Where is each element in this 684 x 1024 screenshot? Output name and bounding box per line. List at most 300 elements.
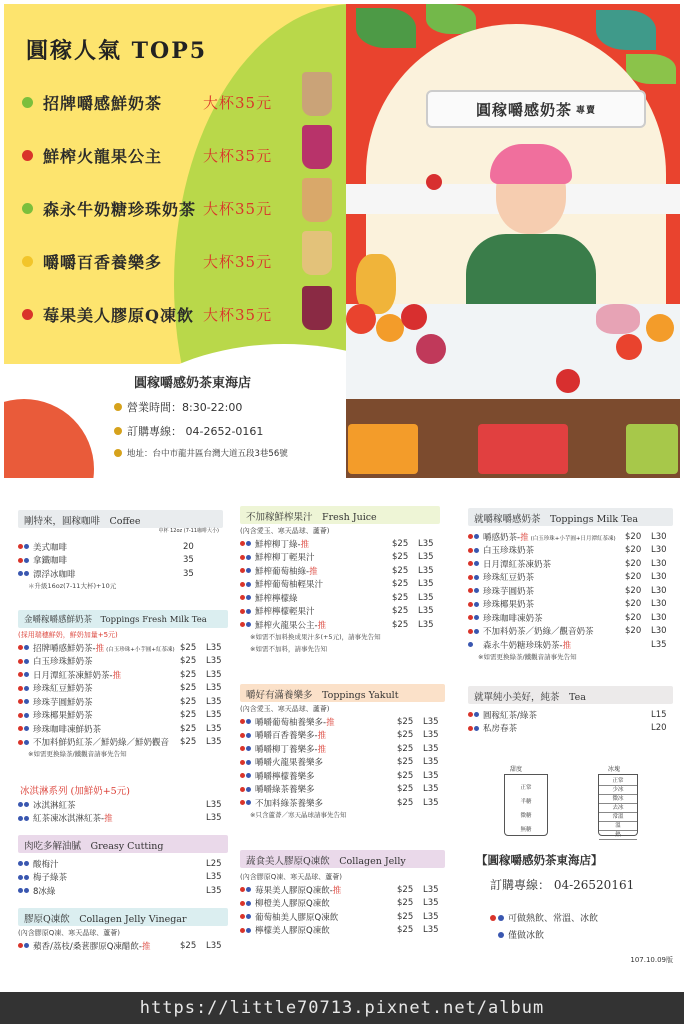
shop-sign-text: 圓稼嚼感奶茶: [475, 100, 572, 119]
item-price: 35: [183, 555, 194, 566]
leaf-icon: [596, 10, 656, 50]
ice-cup: [598, 774, 638, 836]
shop-illustration: [346, 4, 680, 478]
milk-tea-item[interactable]: [468, 625, 673, 639]
collagen-item[interactable]: [240, 883, 445, 897]
item-large-price: L30: [651, 572, 667, 583]
item-price: 20: [183, 541, 194, 552]
collagen-section: [240, 850, 445, 937]
hot-cold-dot-icon: [468, 712, 473, 717]
fresh-juice-note-1: ※如需不加料換成果汁多(+5元)，請事先告知: [250, 632, 381, 641]
cold-dot-icon: [474, 615, 479, 620]
item-large-price: L35: [206, 669, 222, 680]
top5-item[interactable]: [22, 182, 342, 235]
lime-crate: [626, 424, 678, 474]
ice-levels: [599, 775, 637, 840]
item-name-text: 珍珠芋圓鮮奶茶: [33, 697, 93, 708]
item-small-price: $25: [180, 669, 197, 680]
item-large-price: L35: [423, 898, 439, 909]
coffee-item[interactable]: [18, 554, 223, 568]
item-name: [252, 716, 397, 728]
item-name: [480, 722, 651, 734]
dot-group: [18, 726, 30, 731]
coffee-list: [18, 540, 223, 581]
hot-cold-dot-icon: [18, 659, 23, 664]
top5-item-name: 嚼嚼百香養樂多: [43, 253, 163, 272]
collagen-item[interactable]: [240, 910, 445, 924]
hot-cold-dot-icon: [240, 773, 245, 778]
item-small-price: $25: [180, 656, 197, 667]
top5-title: 圓稼人氣 TOP5: [26, 38, 208, 64]
hot-cold-dot-icon: [240, 622, 245, 627]
cold-dot-icon: [246, 787, 251, 792]
item-name-text: 珍珠椰果奶茶: [483, 600, 535, 611]
item-large-price: L35: [651, 639, 667, 650]
item-name: [30, 940, 180, 952]
fresh-milk-header: 金嚼稼嚼感鮮奶茶 Toppings Fresh Milk Tea: [18, 610, 228, 628]
hot-cold-dot-icon: [240, 901, 245, 906]
item-name: [30, 723, 180, 735]
cold-dot-icon: [24, 659, 29, 664]
phone-text: 訂購專線： 04-2652-0161: [127, 425, 264, 438]
item-small-price: $25: [397, 797, 414, 808]
ice-level: 少冰: [599, 786, 637, 795]
item-small-price: $25: [392, 579, 409, 590]
milk-tea-item[interactable]: [468, 544, 673, 558]
ice-level: 溫: [599, 822, 637, 831]
recommend-tag: 推: [520, 532, 529, 543]
jelly-vinegar-item[interactable]: [18, 939, 228, 953]
item-name-text: 蘋香/荔枝/桑葚膠原Q凍醋飲-: [33, 941, 142, 952]
dot-group: [240, 760, 252, 765]
ice-label: 冰塊: [608, 766, 621, 773]
item-large-price: L35: [418, 538, 434, 549]
collagen-item[interactable]: [240, 924, 445, 938]
collagen-header: 蔬食美人膠原Q凍飲 Collagen Jelly: [240, 850, 445, 868]
leaf-icon: [626, 54, 676, 84]
item-name: [480, 612, 625, 624]
item-large-price: L35: [206, 940, 222, 951]
top5-item[interactable]: [22, 76, 342, 129]
item-small-price: $25: [392, 619, 409, 630]
top5-item-name: 鮮榨火龍果公主: [43, 147, 163, 166]
fresh-juice-section: [240, 506, 440, 656]
item-name-text: 8冰綠: [33, 886, 56, 897]
cold-dot-icon: [474, 534, 479, 539]
ice-level: 微冰: [599, 795, 637, 804]
milk-tea-header: 就嚼稼嚼感奶茶 Toppings Milk Tea: [468, 508, 673, 526]
fresh-milk-item[interactable]: [18, 641, 228, 655]
item-name: [480, 531, 625, 543]
yakult-item[interactable]: [240, 729, 445, 743]
fresh-juice-item[interactable]: [240, 591, 440, 605]
item-name-text: 嚼嚼檸檬養樂多: [255, 771, 315, 782]
item-large-price: L35: [206, 710, 222, 721]
item-name-text: 鮮榨葡萄柚輕果汁: [255, 580, 324, 591]
ice-cream-item[interactable]: [18, 812, 228, 826]
fresh-juice-item[interactable]: [240, 537, 440, 551]
cold-dot-icon: [24, 571, 29, 576]
hot-cold-dot-icon: [468, 575, 473, 580]
teapot-icon: [596, 304, 640, 334]
coffee-note: ＊升級16oz(7-11大杯)+10元: [28, 581, 117, 590]
item-name-text: 冰淇淋紅茶: [33, 800, 76, 811]
apple-icon: [401, 304, 427, 330]
cold-dot-icon: [246, 887, 251, 892]
fresh-juice-item[interactable]: [240, 605, 440, 619]
item-name: [480, 639, 625, 651]
item-large-price: L35: [206, 872, 222, 883]
item-name-text: 嚼嚼葡萄柚養樂多-: [255, 717, 327, 728]
item-name-text: 私房春茶: [483, 724, 518, 735]
hot-cold-dot-icon: [18, 672, 23, 677]
bullet-dot-icon: [22, 256, 33, 267]
item-small-price: $25: [180, 710, 197, 721]
bullet-dot-icon: [22, 150, 33, 161]
item-name-text: 森永牛奶糖珍珠奶茶-: [483, 640, 563, 651]
yakult-item[interactable]: [240, 769, 445, 783]
ice-cream-item[interactable]: [18, 798, 228, 812]
cold-dot-icon: [246, 901, 251, 906]
fresh-milk-item[interactable]: [18, 709, 228, 723]
item-name-text: 嚼嚼百香養樂多-: [255, 731, 318, 742]
item-name-text: 日月潭紅茶凍鮮奶茶-: [33, 670, 113, 681]
item-large-price: L35: [423, 730, 439, 741]
item-name: [30, 885, 206, 897]
dot-group: [18, 816, 30, 821]
item-large-price: L35: [418, 606, 434, 617]
item-name: [30, 871, 206, 883]
item-name-text: 檸檬美人膠原Q凍飲: [255, 926, 330, 937]
cold-dot-icon: [474, 588, 479, 593]
item-large-price: L30: [651, 585, 667, 596]
red-decor-circle: [4, 399, 94, 478]
yakult-item[interactable]: [240, 715, 445, 729]
item-name-text: 招牌嚼感鮮奶茶-: [33, 643, 96, 654]
phone-line: [114, 423, 344, 439]
blue-dot-icon: [498, 915, 504, 921]
fresh-milk-item[interactable]: [18, 722, 228, 736]
hot-cold-dot-icon: [240, 800, 245, 805]
hot-cold-dot-icon: [18, 645, 23, 650]
hot-cold-dot-icon: [240, 787, 245, 792]
item-name-text: 嚼感奶茶-: [483, 532, 521, 543]
top5-item[interactable]: [22, 288, 342, 341]
fresh-milk-note: ※如需更換綠茶/鐵觀音請事先告知: [28, 750, 127, 758]
dot-group: [18, 544, 30, 549]
dot-group: [468, 629, 480, 634]
url-bar[interactable]: https://little70713.pixnet.net/album: [0, 992, 684, 1024]
ice-level: 去冰: [599, 804, 637, 813]
cold-dot-icon: [24, 802, 29, 807]
fresh-juice-item[interactable]: [240, 618, 440, 632]
item-small-price: $20: [625, 585, 642, 596]
item-name-text: 鮮榨火龍果公主-: [255, 620, 318, 631]
cold-dot-icon: [474, 561, 479, 566]
cold-dot-icon: [246, 622, 251, 627]
item-small-price: $25: [180, 642, 197, 653]
dot-group: [18, 802, 30, 807]
shop-sign-small: 專賣: [576, 105, 597, 116]
collagen-list: [240, 883, 445, 937]
item-name-text: 不加料奶茶／奶綠／觀音奶茶: [483, 627, 594, 638]
hot-cold-dot-icon: [240, 887, 245, 892]
dot-group: [240, 622, 252, 627]
item-name: [30, 709, 180, 721]
item-small-price: $25: [180, 723, 197, 734]
hot-cold-dot-icon: [18, 861, 23, 866]
dot-group: [468, 712, 480, 717]
fresh-juice-item[interactable]: [240, 551, 440, 565]
milk-tea-item[interactable]: [468, 611, 673, 625]
top5-item[interactable]: [22, 235, 342, 288]
cold-dot-icon: [474, 629, 479, 634]
yakult-item[interactable]: [240, 783, 445, 797]
dot-group: [468, 615, 480, 620]
item-large-price: L30: [651, 626, 667, 637]
cold-dot-icon: [246, 773, 251, 778]
hot-cold-dot-icon: [240, 541, 245, 546]
cold-dot-icon: [246, 914, 251, 919]
hot-cold-dot-icon: [18, 571, 23, 576]
hot-cold-dot-icon: [468, 615, 473, 620]
sweetness-level: 正常: [520, 785, 532, 791]
item-name: [252, 770, 397, 782]
sweetness-level: 半糖: [520, 799, 532, 805]
tea-section: [468, 686, 673, 735]
bullet-dot-icon: [22, 309, 33, 320]
cold-dot-icon: [246, 609, 251, 614]
item-name: [480, 709, 651, 721]
yakult-item[interactable]: [240, 756, 445, 770]
milk-tea-item[interactable]: [468, 584, 673, 598]
cold-dot-icon: [474, 548, 479, 553]
legend-2-text: 僅做冰飲: [508, 931, 545, 941]
item-large-price: L35: [206, 642, 222, 653]
yakult-item[interactable]: [240, 796, 445, 810]
hot-cold-dot-icon: [240, 609, 245, 614]
ice-cream-header: 冰淇淋系列 (加鮮奶+5元): [20, 786, 130, 797]
hot-cold-dot-icon: [240, 746, 245, 751]
hot-cold-dot-icon: [18, 943, 23, 948]
item-name: [30, 541, 183, 553]
milk-tea-item[interactable]: [468, 557, 673, 571]
ice-cream-list: [18, 798, 228, 825]
dot-group: [18, 672, 30, 677]
item-name-text: 莓果美人膠原Q凍飲-: [255, 885, 333, 896]
item-large-price: L30: [651, 612, 667, 623]
fresh-milk-item[interactable]: [18, 668, 228, 682]
dot-group: [468, 726, 480, 731]
top5-item-name: 招牌嚼感鮮奶茶: [43, 94, 163, 113]
item-small-price: $25: [397, 757, 414, 768]
item-name: [30, 669, 180, 681]
item-name-text: 鮮榨柳丁輕果汁: [255, 553, 315, 564]
item-small-price: $25: [397, 884, 414, 895]
sweetness-ice-chart: [468, 758, 673, 838]
orange-crate: [348, 424, 418, 474]
item-large-price: L35: [423, 797, 439, 808]
item-name-text: 鮮榨柳丁綠-: [255, 539, 301, 550]
hot-cold-dot-icon: [18, 699, 23, 704]
item-small-price: $25: [180, 940, 197, 951]
item-name: [30, 799, 206, 811]
dot-group: [240, 595, 252, 600]
item-small-price: $25: [180, 737, 197, 748]
item-name-text: 酸梅汁: [33, 859, 59, 870]
item-name: [30, 858, 206, 870]
sweetness-levels: [505, 775, 547, 837]
item-large-price: L15: [651, 709, 667, 720]
hot-cold-dot-icon: [468, 561, 473, 566]
hot-cold-dot-icon: [468, 548, 473, 553]
fresh-milk-sub: (採用瑞穗鮮奶，鮮奶加量+5元): [18, 631, 118, 639]
drink-cup-icon: [302, 125, 332, 169]
recommend-tag: 推: [112, 670, 122, 681]
hot-cold-dot-icon: [468, 629, 473, 634]
item-name-text: 柳橙美人膠原Q凍飲: [255, 899, 330, 910]
item-large-price: L35: [418, 592, 434, 603]
item-small-price: $20: [625, 572, 642, 583]
milk-tea-item[interactable]: [468, 638, 673, 652]
dot-group: [468, 602, 480, 607]
fresh-milk-item[interactable]: [18, 736, 228, 750]
tea-item[interactable]: [468, 722, 673, 736]
item-large-price: L30: [651, 545, 667, 556]
menu-section: [0, 490, 684, 990]
item-small-price: $25: [392, 606, 409, 617]
collagen-item[interactable]: [240, 897, 445, 911]
hot-cold-dot-icon: [18, 726, 23, 731]
item-name-text: 日月潭紅茶凍奶茶: [483, 559, 552, 570]
cold-dot-icon: [246, 555, 251, 560]
cold-dot-icon: [474, 712, 479, 717]
item-name: [252, 756, 397, 768]
apple-crate: [478, 424, 568, 474]
fresh-milk-item[interactable]: [18, 682, 228, 696]
cold-dot-icon: [474, 726, 479, 731]
greasy-item[interactable]: [18, 871, 228, 885]
hot-cold-dot-icon: [18, 802, 23, 807]
recommend-tag: 推: [317, 744, 327, 755]
cold-dot-icon: [246, 582, 251, 587]
cold-dot-icon: [246, 928, 251, 933]
fresh-juice-item[interactable]: [240, 578, 440, 592]
item-name: [30, 568, 183, 580]
milk-tea-item[interactable]: [468, 598, 673, 612]
fresh-juice-item[interactable]: [240, 564, 440, 578]
hot-cold-dot-icon: [240, 914, 245, 919]
fresh-milk-item[interactable]: [18, 695, 228, 709]
greasy-item[interactable]: [18, 857, 228, 871]
recommend-tag: 推: [309, 566, 318, 577]
top5-item-price: 大杯35元: [203, 147, 273, 165]
dot-group: [240, 800, 252, 805]
item-name-text: 嚼嚼柳丁養樂多-: [255, 744, 318, 755]
tea-item[interactable]: [468, 708, 673, 722]
top5-panel: [4, 4, 346, 478]
cold-dot-icon: [24, 558, 29, 563]
fresh-milk-list: [18, 641, 228, 749]
blue-dot-icon: [498, 932, 504, 938]
dot-group: [240, 887, 252, 892]
item-large-price: L25: [206, 858, 222, 869]
recommend-tag: 推: [317, 620, 327, 631]
dot-group: [240, 568, 252, 573]
hot-cold-dot-icon: [240, 928, 245, 933]
address-text: 地址：台中市龍井區台灣大道五段3巷56號: [127, 449, 288, 459]
hot-cold-dot-icon: [18, 875, 23, 880]
hot-cold-dot-icon: [240, 555, 245, 560]
version-label: 107.10.09版: [630, 956, 673, 964]
hot-cold-dot-icon: [18, 544, 23, 549]
greasy-item[interactable]: [18, 884, 228, 898]
footer-phone: 訂購專線： 04-26520161: [490, 878, 635, 892]
item-name: [30, 655, 180, 667]
dot-group: [18, 875, 30, 880]
top5-list: [22, 76, 342, 341]
item-name-text: 拿鐵咖啡: [33, 556, 68, 567]
fresh-juice-note-2: ※如需不加料，請事先告知: [250, 644, 327, 653]
item-name: [252, 578, 392, 590]
item-large-price: L35: [423, 757, 439, 768]
tea-list: [468, 708, 673, 735]
legend-cold-only: [468, 928, 673, 941]
footer-info: [468, 852, 673, 965]
item-name-text: 鮮榨檸檬綠: [255, 593, 298, 604]
cold-dot-icon: [24, 816, 29, 821]
item-name-text: 鮮榨檸檬輕果汁: [255, 607, 315, 618]
milk-tea-item[interactable]: [468, 571, 673, 585]
fresh-milk-item[interactable]: [18, 655, 228, 669]
item-name: [30, 736, 180, 748]
legend-1-text: 可做熱飲、常溫、冰飲: [508, 914, 599, 924]
item-large-price: L35: [206, 885, 222, 896]
coffee-item[interactable]: [18, 567, 223, 581]
hot-cold-dot-icon: [468, 726, 473, 731]
cold-dot-icon: [24, 861, 29, 866]
milk-tea-list: [468, 530, 673, 652]
item-small-price: $25: [397, 784, 414, 795]
item-name: [252, 592, 392, 604]
item-large-price: L35: [423, 770, 439, 781]
coffee-item[interactable]: [18, 540, 223, 554]
hot-cold-dot-icon: [18, 686, 23, 691]
item-small-price: $25: [392, 565, 409, 576]
item-small-price: $25: [392, 538, 409, 549]
milk-tea-note: ※如需更換綠茶/鐵觀音請事先告知: [478, 652, 577, 661]
recommend-tag: 推: [300, 539, 310, 550]
drink-cup-icon: [302, 72, 332, 116]
top5-item[interactable]: [22, 129, 342, 182]
dot-group: [18, 861, 30, 866]
item-extra: (白玉珍珠+小芋圓+日月潭紅茶凍): [530, 535, 616, 542]
jelly-vinegar-sub: (內含膠原Q凍、寒天晶球、蘆薈): [18, 929, 120, 937]
item-small-price: $25: [180, 683, 197, 694]
fresh-juice-list: [240, 537, 440, 632]
item-name-text: 梅子綠茶: [33, 873, 68, 884]
yakult-item[interactable]: [240, 742, 445, 756]
milk-tea-item[interactable]: [468, 530, 673, 544]
greasy-section: [18, 835, 228, 898]
dot-group: [18, 888, 30, 893]
dot-group: [468, 561, 480, 566]
dot-group: [468, 534, 480, 539]
dot-group: [240, 555, 252, 560]
dot-group: [18, 645, 30, 650]
item-name: [252, 897, 397, 909]
dot-group: [468, 548, 480, 553]
